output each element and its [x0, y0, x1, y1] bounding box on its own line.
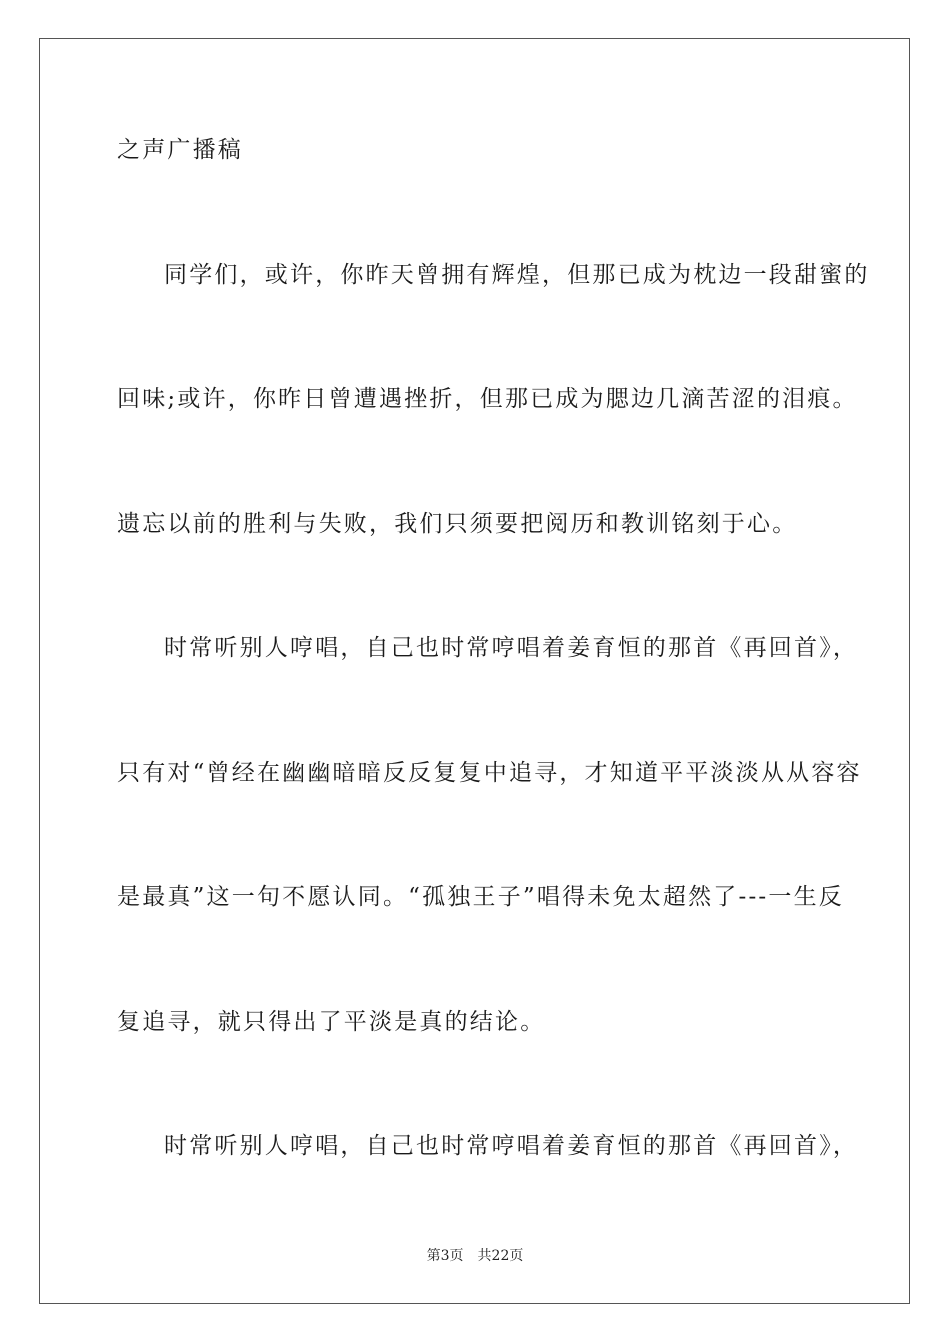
- text-line: 遗忘以前的胜利与失败，我们只须要把阅历和教训铭刻于心。: [117, 511, 798, 537]
- text-line: 是最真”这一句不愿认同。“孤独王子”唱得未免太超然了---一生反: [117, 884, 844, 910]
- page-border: [39, 38, 910, 1304]
- text-line: 复追寻，就只得出了平淡是真的结论。: [117, 1009, 546, 1035]
- text-line: 只有对“曾经在幽幽暗暗反反复复中追寻，才知道平平淡淡从从容容: [117, 760, 862, 786]
- page-footer: [0, 1246, 950, 1266]
- paragraph-first-line: 同学们，或许，你昨天曾拥有辉煌，但那已成为枕边一段甜蜜的: [164, 262, 870, 288]
- text-line: 之声广播稿: [117, 137, 243, 163]
- page-number: 第3页: [426, 1248, 464, 1264]
- total-pages: 共22页: [477, 1248, 524, 1264]
- text-line: 回味;或许，你昨日曾遭遇挫折，但那已成为腮边几滴苦涩的泪痕。: [117, 386, 858, 412]
- paragraph-first-line: 时常听别人哼唱，自己也时常哼唱着姜育恒的那首《再回首》，: [164, 635, 859, 661]
- paragraph-first-line: 时常听别人哼唱，自己也时常哼唱着姜育恒的那首《再回首》，: [164, 1133, 859, 1159]
